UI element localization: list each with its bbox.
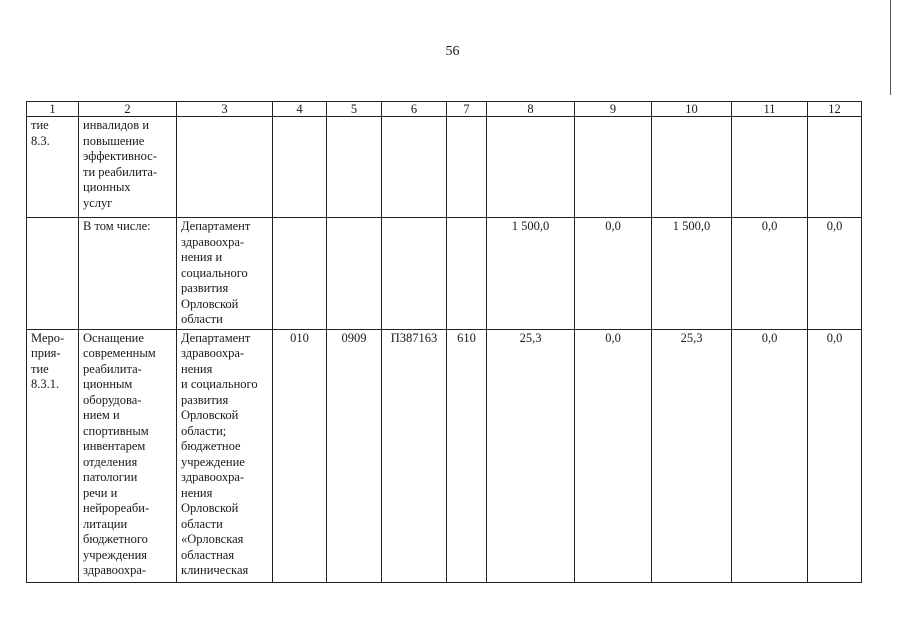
code-target [382, 117, 447, 218]
code-grbs [273, 218, 327, 330]
amount-col11 [732, 117, 808, 218]
code-grbs [273, 117, 327, 218]
code-type: 610 [447, 329, 487, 582]
code-type [447, 117, 487, 218]
executor: Департамент здравоохра- нения и социального развития Орловской области; бюджетное учреждение здравоохра- нения Орловской области «Орловская областная клиническая [177, 329, 273, 582]
column-number: 8 [487, 102, 575, 117]
code-type [447, 218, 487, 330]
amount-col10 [652, 117, 732, 218]
program-table [26, 101, 862, 583]
column-number: 4 [273, 102, 327, 117]
code-target: П387163 [382, 329, 447, 582]
column-number: 6 [382, 102, 447, 117]
column-number: 9 [575, 102, 652, 117]
amount-col12 [808, 117, 862, 218]
amount-total: 1 500,0 [487, 218, 575, 330]
amount-total: 25,3 [487, 329, 575, 582]
event-number: Меро- прия- тие 8.3.1. [27, 329, 79, 582]
table-row [27, 218, 862, 330]
code-grbs: 010 [273, 329, 327, 582]
event-name: инвалидов и повышение эффективнос- ти реабилита- ционных услуг [79, 117, 177, 218]
page-number: 56 [445, 44, 460, 59]
executor: Департамент здравоохра- нения и социального развития Орловской области [177, 218, 273, 330]
code-target [382, 218, 447, 330]
amount-col9: 0,0 [575, 329, 652, 582]
code-section [327, 117, 382, 218]
amount-col9: 0,0 [575, 218, 652, 330]
table-row [27, 117, 862, 218]
amount-total [487, 117, 575, 218]
table-row [27, 329, 862, 582]
column-number: 7 [447, 102, 487, 117]
amount-col10: 25,3 [652, 329, 732, 582]
column-number: 11 [732, 102, 808, 117]
amount-col10: 1 500,0 [652, 218, 732, 330]
code-section [327, 218, 382, 330]
executor [177, 117, 273, 218]
amount-col12: 0,0 [808, 329, 862, 582]
amount-col11: 0,0 [732, 218, 808, 330]
event-number: тие 8.3. [27, 117, 79, 218]
column-number: 12 [808, 102, 862, 117]
amount-col12: 0,0 [808, 218, 862, 330]
column-number: 3 [177, 102, 273, 117]
column-number: 1 [27, 102, 79, 117]
event-name: Оснащение современным реабилита- ционным оборудова- нием и спортивным инвентарем отделения патологии речи и нейрореаби- литации бюджетного учреждения здравоохра- [79, 329, 177, 582]
scan-edge-line [890, 0, 891, 95]
amount-col9 [575, 117, 652, 218]
column-number-row [27, 102, 862, 117]
event-name: В том числе: [79, 218, 177, 330]
column-number: 2 [79, 102, 177, 117]
column-number: 5 [327, 102, 382, 117]
event-number [27, 218, 79, 330]
column-number: 10 [652, 102, 732, 117]
code-section: 0909 [327, 329, 382, 582]
amount-col11: 0,0 [732, 329, 808, 582]
